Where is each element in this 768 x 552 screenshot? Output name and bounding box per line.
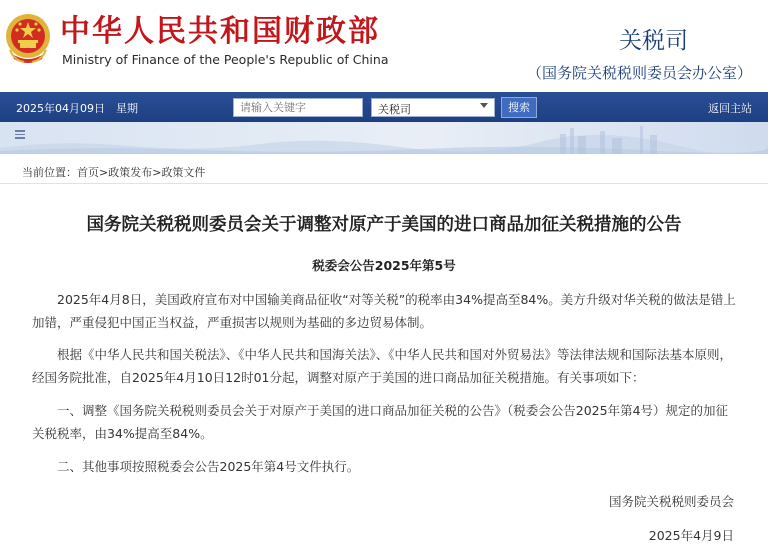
- breadcrumb-separator: >: [152, 166, 162, 179]
- department-select-value: 关税司: [378, 103, 411, 116]
- current-date: 2025年04月09日 星期: [16, 102, 138, 115]
- article-paragraph: 根据《中华人民共和国关税法》、《中华人民共和国海关法》、《中华人民共和国对外贸易法》等法律法规和国际法基本原则，经国务院批准，自2025年4月10日12时01分起，调整对原产于美国的进口商品加征关税措施。有关事项如下：: [32, 347, 733, 385]
- department-name: 关税司: [619, 28, 688, 54]
- chevron-down-icon: [480, 103, 488, 108]
- ministry-title-cn: 中华人民共和国财政部: [60, 14, 380, 49]
- breadcrumb-item-home[interactable]: 首页: [77, 166, 99, 179]
- department-subtitle: （国务院关税税则委员会办公室）: [526, 64, 752, 82]
- article-paragraph: 二、其他事项按照税委会公告2025年第4号文件执行。: [57, 459, 360, 474]
- breadcrumb-separator: >: [99, 166, 109, 179]
- divider: [0, 183, 768, 184]
- document-number: 税委会公告2025年第5号: [312, 258, 456, 273]
- search-button[interactable]: 搜索: [501, 97, 537, 118]
- nav-bar: [0, 92, 768, 122]
- site-header: [0, 0, 768, 90]
- national-emblem-icon: [4, 10, 52, 68]
- article-paragraph: 2025年4月8日，美国政府宣布对中国输美商品征收“对等关税”的税率由34%提高至84%。美方升级对华关税的做法是错上加错，严重侵犯中国正当权益，严重损害以规则为基础的多边贸易体制。: [32, 292, 736, 330]
- skyline-decoration: [0, 122, 768, 154]
- ministry-title-en: Ministry of Finance of the People's Republic of China: [62, 52, 389, 67]
- breadcrumb-item-policy-documents[interactable]: 政策文件: [161, 166, 206, 179]
- department-select[interactable]: [371, 98, 495, 117]
- home-link[interactable]: 返回主站: [708, 102, 752, 115]
- issuing-authority: 国务院关税税则委员会: [608, 494, 734, 509]
- breadcrumb-prefix: 当前位置：: [22, 166, 77, 179]
- breadcrumb-item-policy-release[interactable]: 政策发布: [108, 166, 153, 179]
- article-title: 国务院关税税则委员会关于调整对原产于美国的进口商品加征关税措施的公告: [86, 215, 682, 235]
- breadcrumb: [22, 164, 205, 180]
- menu-icon[interactable]: [15, 130, 25, 140]
- issue-date: 2025年4月9日: [648, 528, 734, 543]
- article-paragraph: 一、调整《国务院关税税则委员会关于对原产于美国的进口商品加征关税的公告》（税委会公告2025年第4号）规定的加征关税税率，由34%提高至84%。: [32, 403, 729, 441]
- search-input[interactable]: [233, 98, 363, 117]
- decorative-banner: [0, 122, 768, 154]
